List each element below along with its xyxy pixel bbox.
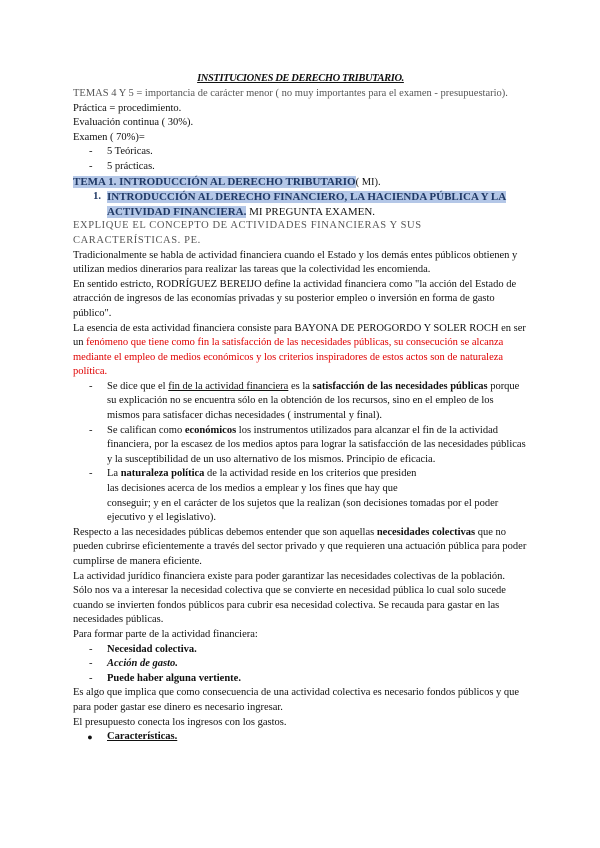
paragraph-5: La actividad jurídico financiera existe para poder garantizar las necesidades colectivas de la población. — [73, 570, 506, 582]
item-text: Se dice que el — [107, 380, 169, 392]
item-text: es la — [288, 380, 313, 392]
subheading-text: INTRODUCCIÓN AL DERECHO FINANCIERO, LA HACIENDA PÚBLICA Y LA ACTIVIDAD FINANCIERA. — [107, 191, 507, 218]
item-bold: Puede haber alguna vertiente. — [107, 672, 241, 684]
requirements-list — [73, 643, 528, 687]
item-bold: Acción de gasto. — [107, 658, 178, 670]
list-item: - 5 prácticas. — [73, 160, 528, 175]
list-item: - 5 Teóricas. — [73, 145, 528, 160]
tema1-heading-text: TEMA 1. INTRODUCCIÓN AL DERECHO TRIBUTARIO — [73, 175, 356, 188]
examen-list — [73, 145, 528, 174]
paragraph-9: El presupuesto conecta los ingresos con los gastos. — [73, 716, 287, 728]
paragraph-6: Sólo nos va a interesar la necesidad colectiva que se convierte en necesidad pública lo cual solo sucede cuando se invierten fondos públicos para cubrir esa necesidad colectiva. Se recauda para gastar en las necesidades públicas. — [73, 585, 506, 626]
page-title: INSTITUCIONES DE DERECHO TRIBUTARIO. — [197, 73, 404, 84]
item-bold: satisfacción de las necesidades públicas — [312, 380, 488, 392]
characteristics-list — [73, 380, 528, 526]
item-text: La — [107, 468, 121, 480]
intro-temas: TEMAS 4 Y 5 = importancia de carácter menor ( no muy importantes para el examen - presupuestario). — [73, 88, 508, 99]
subheading-number: 1. — [93, 191, 101, 203]
list-item — [73, 380, 528, 424]
paragraph-3 — [73, 322, 528, 380]
paragraph-3-text: La esencia de esta actividad financiera consiste para BAYONA DE PEROGORDO Y SOLER ROCH en ser un — [73, 322, 526, 349]
intro-evaluacion: Evaluación continua ( 30%). — [73, 117, 194, 129]
tema1-heading — [73, 175, 528, 191]
tema1-heading-suffix: ( MI). — [355, 176, 381, 188]
item-text: los instrumentos utilizados para alcanzar el fin de la actividad financiera, por la escasez de los medios aptos para lograr la satisfacción de las necesidades públicas y la susceptibilidad de un uso alternativo de los mismos. Principio de eficacia. — [107, 424, 526, 465]
list-item — [73, 467, 528, 525]
paragraph-4-bold: necesidades colectivas — [376, 526, 476, 538]
characteristics-label: Características. — [107, 731, 178, 743]
paragraph-4 — [73, 526, 528, 570]
item-text: porque su explicación no se encuentra sólo en la obtención de los recursos, sino en el empleo de los mismos para satisfacer dichas necesidades ( instrumental y final). — [107, 380, 520, 422]
intro-examen: Examen ( 70%)= — [73, 131, 145, 143]
bullet-icon: ● — [87, 732, 93, 743]
exam-question: EXPLIQUE EL CONCEPTO DE ACTIVIDADES FINANCIERAS Y SUS CARACTERÍSTICAS. PE. — [73, 220, 422, 246]
item-text: conseguir; y en el carácter de los sujetos que la realizan (son decisiones tomadas por el poder ejecutivo y el legislativo). — [107, 497, 499, 524]
item-text: de la actividad reside en los criterios que presiden — [204, 468, 417, 480]
paragraph-2: En sentido estricto, RODRÍGUEZ BEREIJO define la actividad financiera como "la acción del Estado de atracción de ingresos de las economías privadas y su posterior empleo o inversión en forma de gasto público". — [73, 278, 517, 319]
item-bold: económicos — [184, 424, 237, 436]
characteristics-bullet — [73, 730, 528, 745]
paragraph-4-text: que no pueden cubrirse eficientemente a través del sector privado y que requieren una actuación pública para poder cumplirse de manera eficiente. — [73, 526, 527, 567]
paragraph-7: Para formar parte de la actividad financiera: — [73, 628, 258, 640]
item-text: las decisiones acerca de los medios a emplear y los fines que hay que — [107, 483, 398, 495]
item-underline: fin de la actividad financiera — [168, 380, 289, 392]
paragraph-1: Tradicionalmente se habla de actividad financiera cuando el Estado y los demás entes públicos obtienen y utilizan medios dinerarios para realizar las tareas que la colectividad les encomienda. — [73, 249, 518, 276]
paragraph-4-text: Respecto a las necesidades públicas debemos entender que son aquellas — [73, 526, 377, 538]
item-bold: naturaleza política — [120, 468, 205, 480]
document-body — [73, 72, 528, 745]
list-item — [73, 424, 528, 468]
item-bold: Necesidad colectiva. — [107, 643, 197, 655]
subheading-suffix: MI PREGUNTA EXAMEN. — [246, 205, 376, 218]
paragraph-3-red: fenómeno que tiene como fin la satisfacción de las necesidades públicas, su consecución se alcanza mediante el empleo de medios económicos y los criterios inspiradores de estos actos son de naturaleza política. — [73, 337, 504, 378]
list-item — [73, 657, 528, 672]
item-text: Se califican como — [107, 424, 185, 436]
intro-practica: Práctica = procedimiento. — [73, 102, 182, 114]
tema1-subheading — [73, 190, 528, 219]
list-item — [73, 643, 528, 658]
list-item — [73, 672, 528, 687]
paragraph-8: Es algo que implica que como consecuencia de una actividad colectiva es necesario fondos públicos y que para poder gastar ese dinero es necesario ingresar. — [73, 687, 520, 713]
